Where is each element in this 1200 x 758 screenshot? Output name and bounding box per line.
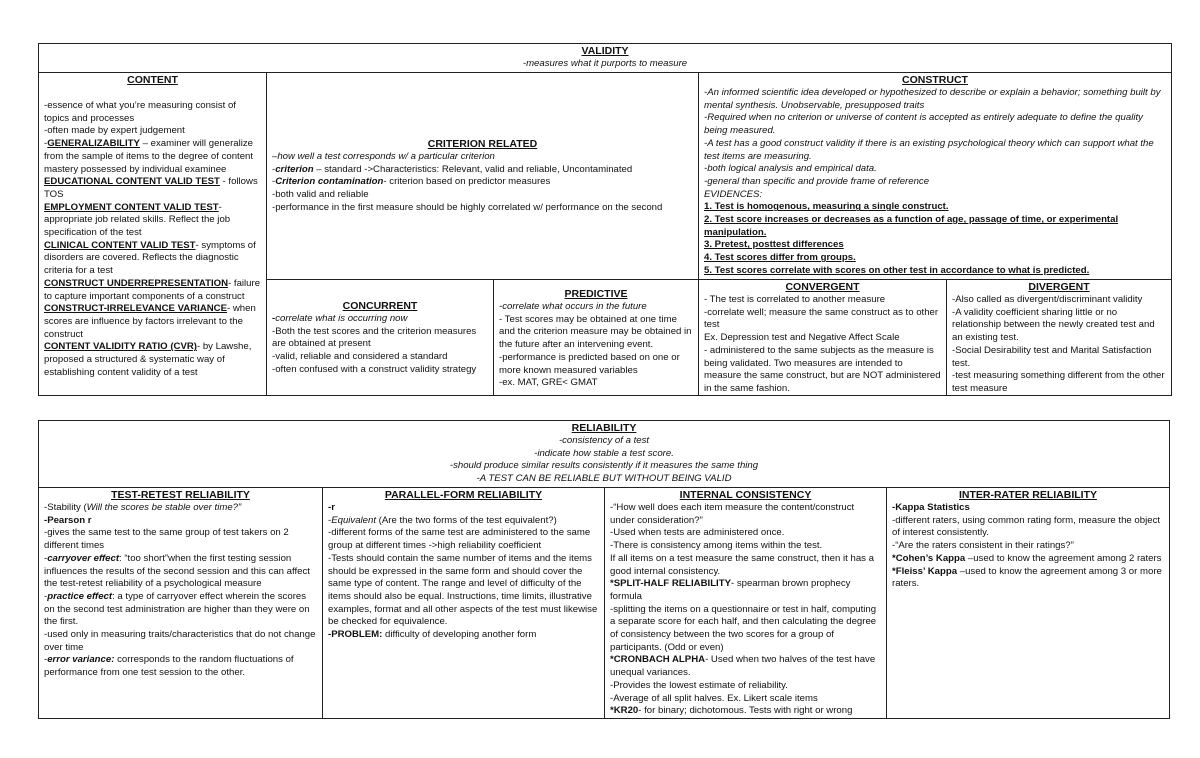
convergent-title: CONVERGENT <box>785 281 860 293</box>
criterion-line <box>272 164 693 177</box>
construct-line: -An informed scientific idea developed or hypothesized to describe or explain a behavior; something built by mental synthesis. Unobservable, presupposed traits <box>704 87 1161 111</box>
inter-rater-line <box>892 553 1164 566</box>
internal-title: INTERNAL CONSISTENCY <box>679 489 812 501</box>
criterion-line: –how well a test corresponds w/ a particular criterion <box>272 151 495 162</box>
dash: - <box>272 176 276 188</box>
internal-line: -“How well does each item measure the content/construct under consideration?” <box>610 502 855 526</box>
term-text: - criterion based on predictor measures <box>383 176 551 188</box>
test-retest-cell <box>39 487 322 718</box>
inter-rater-line <box>892 566 1164 591</box>
content-line: -often made by expert judgement <box>44 125 185 137</box>
convergent-line: -correlate well; measure the same construct as to other test <box>704 306 939 331</box>
internal-consistency-cell <box>604 487 886 718</box>
evidence-item: 1. Test is homogenous, measuring a single construct. <box>704 201 949 213</box>
test-retest-line <box>44 553 317 591</box>
line-part: -Stability ( <box>44 502 87 513</box>
content-line: -GENERALIZABILITY – examiner will generalize from the sample of items to the degree of content mastery possessed by individual examinee <box>44 138 254 175</box>
term-text: - spearman brown prophecy formula <box>610 578 851 602</box>
criterion-line: -both valid and reliable <box>272 189 369 201</box>
term-text: : a type of carryover effect wherein the scores on the second test administration are higher than they were on the first. <box>44 590 310 628</box>
term-contamination: Criterion contamination <box>275 176 384 188</box>
internal-line: -There is consistency among items within the test. <box>610 540 823 552</box>
convergent-cell <box>698 279 946 395</box>
evidence-item: 3. Pretest, posttest differences <box>704 239 844 251</box>
reliability-subtitle: -indicate how stable a test score. <box>534 447 674 459</box>
parallel-title: PARALLEL-FORM RELIABILITY <box>384 489 543 501</box>
reliability-header <box>39 421 1169 487</box>
predictive-cell <box>493 279 698 395</box>
test-retest-line: -gives the same test to the same group of test takers on 2 different times <box>44 527 289 552</box>
concurrent-cell <box>266 279 493 395</box>
inter-rater-cell <box>886 487 1169 718</box>
internal-line: -Provides the lowest estimate of reliability. <box>610 679 788 691</box>
concurrent-title: CONCURRENT <box>342 300 418 312</box>
construct-line: -both logical analysis and empirical data. <box>704 163 877 175</box>
reliability-subtitle: -should produce similar results consistently if it measures the same thing <box>449 460 759 472</box>
validity-table <box>38 43 1172 396</box>
inter-rater-line: -“Are the raters consistent in their ratings?” <box>892 540 1074 552</box>
term-text: –used to know the agreement among 3 or more raters. <box>892 565 1162 590</box>
term-generalizability: GENERALIZABILITY <box>47 138 140 150</box>
term-text: –used to know the agreement among 2 raters <box>965 552 1162 564</box>
divergent-cell <box>946 279 1171 395</box>
term-text: - appropriate job related skills. Reflect the job specification of the test <box>44 201 231 239</box>
criterion-title: CRITERION RELATED <box>427 138 538 150</box>
content-line <box>44 278 261 303</box>
evidence-item: 5. Test scores correlate with scores on other test in accordance to what is predicted. <box>704 264 1090 276</box>
term-text: - for binary; dichotomous. Tests with right or wrong <box>638 705 853 717</box>
term-clinical: CLINICAL CONTENT VALID TEST <box>44 239 196 251</box>
validity-title: VALIDITY <box>581 45 629 57</box>
content-line: -essence of what you’re measuring consist of topics and processes <box>44 100 236 124</box>
line-part: (Are the two forms of the test equivalent?) <box>376 514 557 526</box>
test-retest-line <box>44 591 317 629</box>
term-text: corresponds to the random fluctuations of performance from one test session to the other. <box>44 654 294 679</box>
internal-line <box>610 654 881 679</box>
parallel-line <box>328 629 599 642</box>
term-educational: EDUCATIONAL CONTENT VALID TEST <box>44 176 220 188</box>
validity-subtitle: -measures what it purports to measure <box>522 58 688 69</box>
convergent-line: - The test is correlated to another measure <box>704 294 886 305</box>
predictive-line: -performance is predicted based on one or more known measured variables <box>499 351 680 376</box>
parallel-line <box>328 515 599 528</box>
construct-line: -A test has a good construct validity if there is an existing psychological theory which can support what the test items are measuring. <box>704 137 1154 162</box>
content-line <box>44 240 261 278</box>
construct-line: -general than specific and provide frame of reference <box>704 175 930 187</box>
reliability-title: RELIABILITY <box>571 422 637 434</box>
divergent-title: DIVERGENT <box>1028 281 1090 293</box>
construct-evidences: EVIDENCES: <box>704 188 763 200</box>
predictive-line: - Test scores may be obtained at one time and the criterion measure may be obtained in the future after an intervening event. <box>499 313 692 351</box>
term-cohens-kappa: *Cohen’s Kappa <box>892 552 966 564</box>
test-retest-title: TEST-RETEST RELIABILITY <box>111 489 250 501</box>
concurrent-italic: correlate what is occurring now <box>275 313 408 324</box>
convergent-line: - administered to the same subjects as the measure is being validated. Two measures are intended to measure the same construct, but are NOT administered in the same fashion. <box>704 344 941 394</box>
concurrent-line: -valid, reliable and considered a standard <box>272 351 448 363</box>
construct-cell <box>698 72 1171 279</box>
content-line <box>44 303 261 341</box>
term-text: – standard ->Characteristics: Relevant, valid and reliable, Uncontaminated <box>313 163 633 175</box>
predictive-line: -correlate what occurs in the future <box>499 301 647 312</box>
predictive-title: PREDICTIVE <box>564 288 628 300</box>
term-text: - Used when two halves of the test have unequal variances. <box>610 654 876 679</box>
internal-line: -splitting the items on a questionnaire or test in half, computing a separate score for each half, and then calculating the degree of consistency between the two scores for a group of participants. (Odd or even) <box>610 603 877 653</box>
dash: - <box>44 552 48 564</box>
validity-header <box>39 44 1171 72</box>
content-line <box>44 202 261 240</box>
parallel-form-cell <box>322 487 604 718</box>
term-text: – examiner will generalize from the sample of items to the degree of content mastery possessed by individual examinee <box>44 138 254 175</box>
reliability-subtitle: -A TEST CAN BE RELIABLE BUT WITHOUT BEING VALID <box>476 473 732 485</box>
divergent-line: -Also called as divergent/discriminant validity <box>952 294 1143 305</box>
test-retest-line <box>44 502 317 515</box>
term-cronbach: *CRONBACH ALPHA <box>610 654 706 666</box>
term-text: - by Lawshe, proposed a structured & systematic way of establishing content validity of a test <box>44 341 252 378</box>
concurrent-line <box>272 313 488 326</box>
content-line <box>44 176 261 201</box>
internal-line <box>610 578 881 603</box>
reliability-subtitle: -consistency of a test <box>558 435 650 446</box>
term-problem: -PROBLEM: <box>328 629 383 641</box>
construct-line: -Required when no criterion or universe of content is accepted as entirely adequate to define the quality being measured. <box>704 112 1143 137</box>
divergent-line: -Social Desirability test and Marital Satisfaction test. <box>952 344 1152 369</box>
parallel-line: -different forms of the same test are administered to the same group at different times ->high reliability coefficient <box>328 527 591 552</box>
predictive-line: -ex. MAT, GRE< GMAT <box>499 377 598 389</box>
term-split-half: *SPLIT-HALF RELIABILITY <box>610 578 731 590</box>
term-fleiss-kappa: *Fleiss’ Kappa <box>892 565 958 577</box>
evidence-item: 2. Test score increases or decreases as a function of age, passage of time, or experimental manipulation. <box>704 214 1119 238</box>
criterion-related-cell <box>266 72 698 279</box>
inter-rater-line: -different raters, using common rating form, measure the object of interest consistently. <box>892 514 1161 539</box>
internal-line: -Used when tests are administered once. <box>610 527 785 539</box>
construct-title: CONSTRUCT <box>902 74 968 86</box>
inter-rater-line: -Kappa Statistics <box>892 502 970 513</box>
term-kr20: *KR20 <box>610 705 639 717</box>
parallel-line: -Tests should contain the same number of items and the items should be expressed in the same form and should cover the same type of content. The range and level of difficulty of the items should also be equal. Instructions, time limits, illustrative examples, format and all other aspects of the test must likewise be checked for equivalence. <box>328 552 598 628</box>
parallel-line: -r <box>328 502 335 513</box>
test-retest-line: -Pearson r <box>44 514 92 526</box>
term-error-variance: error variance: <box>47 654 115 666</box>
inter-rater-title: INTER-RATER RELIABILITY <box>958 489 1098 501</box>
divergent-line: -test measuring something different from the other test measure <box>952 370 1165 394</box>
reliability-table <box>38 420 1170 719</box>
term-employment: EMPLOYMENT CONTENT VALID TEST <box>44 201 219 213</box>
content-title: CONTENT <box>127 74 178 86</box>
term-practice: practice effect <box>47 590 113 602</box>
dash: - <box>44 590 48 602</box>
concurrent-line: -often confused with a construct validity strategy <box>272 363 477 375</box>
term-underrepresentation: CONSTRUCT UNDERREPRESENTATION <box>44 277 229 289</box>
content-line <box>44 341 261 379</box>
test-retest-line: -used only in measuring traits/characteristics that do not change over time <box>44 629 316 653</box>
dash: - <box>328 514 332 526</box>
term-text: - when scores are influence by factors irrelevant to the construct <box>44 303 256 340</box>
term-irrelevance: CONSTRUCT-IRRELEVANCE VARIANCE <box>44 303 227 315</box>
term-criterion: criterion <box>275 163 314 175</box>
term-text: - follows TOS <box>44 176 258 200</box>
dash: - <box>44 654 48 666</box>
term-text: : “too short”when the first testing session influences the results of the second session and this can affect the test-retest reliability of a psychological measure <box>44 552 310 590</box>
divergent-line: -A validity coefficient sharing little or no relationship between the newly created test and an existing test. <box>952 306 1155 344</box>
term-carryover: carryover effect <box>47 552 120 564</box>
dash: - <box>272 163 276 175</box>
internal-line <box>610 705 881 718</box>
test-retest-line <box>44 654 317 679</box>
internal-line: -Average of all split halves. Ex. Likert scale items <box>610 692 818 704</box>
convergent-line: Ex. Depression test and Negative Affect Scale <box>704 332 900 344</box>
criterion-line <box>272 176 693 189</box>
term-text: difficulty of developing another form <box>382 629 537 641</box>
term-text: - failure to capture important components of a construct <box>44 277 261 302</box>
evidence-item: 4. Test scores differ from groups. <box>704 252 856 264</box>
criterion-line: -performance in the first measure should be highly correlated w/ performance on the second <box>272 201 663 213</box>
concurrent-line: -Both the test scores and the criterion measures are obtained at present <box>272 325 477 350</box>
term-cvr: CONTENT VALIDITY RATIO (CVR) <box>44 341 197 353</box>
dash: - <box>272 313 276 324</box>
line-part: Equivalent <box>331 514 377 526</box>
line-part: Will the scores be stable over time?” <box>86 502 242 513</box>
term-text: - symptoms of disorders are covered. Reflects the diagnostic criteria for a test <box>44 239 256 277</box>
content-validity-cell <box>39 72 266 395</box>
internal-line: If all items on a test measure the same construct, then it has a good internal consistency. <box>610 552 874 577</box>
